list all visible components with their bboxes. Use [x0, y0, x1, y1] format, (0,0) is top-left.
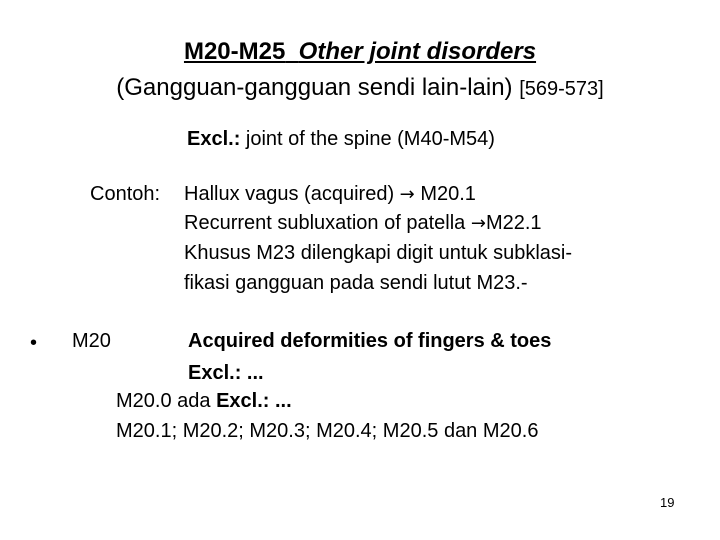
example-text: Recurrent subluxation of patella: [184, 212, 466, 234]
example-item: [184, 212, 542, 235]
exclusion-note: [187, 128, 495, 151]
bullet-icon: •: [30, 332, 38, 354]
line3-prefix: M20.0 ada: [116, 390, 217, 412]
examples-label: Contoh:: [90, 183, 161, 205]
page-range: [569-573]: [519, 78, 604, 100]
section-exclusion: Excl.: ...: [188, 362, 264, 384]
exclusion-text: joint of the spine (M40-M54): [245, 128, 495, 150]
arrow-right-icon: →: [399, 184, 415, 205]
example-item: Khusus M23 dilengkapi digit untuk subklasi-: [184, 242, 572, 264]
section-code: M20: [72, 330, 111, 352]
subtitle-text: (Gangguan-gangguan sendi lain-lain): [116, 74, 513, 101]
example-code: M20.1: [420, 183, 476, 205]
example-text: Hallux vagus (acquired): [184, 183, 395, 205]
title-code-and-name: [184, 38, 536, 65]
section-line-m20-0: [116, 390, 292, 413]
exclusion-label: Excl.:: [187, 128, 241, 150]
title-name: Other joint disorders: [298, 38, 537, 65]
slide-subtitle: [0, 74, 720, 102]
arrow-right-icon: →: [470, 213, 486, 234]
section-line-subcodes: M20.1; M20.2; M20.3; M20.4; M20.5 dan M20.6: [116, 420, 539, 442]
section-title: Acquired deformities of fingers & toes: [188, 330, 552, 352]
page-number: 19: [660, 495, 675, 510]
example-item: [184, 183, 476, 206]
line3-exclusion: Excl.: ...: [216, 390, 292, 412]
slide-title: [0, 38, 720, 66]
example-code: M22.1: [485, 212, 542, 234]
example-item: fikasi gangguan pada sendi lutut M23.-: [184, 272, 528, 294]
title-code: M20-M25: [183, 38, 286, 65]
